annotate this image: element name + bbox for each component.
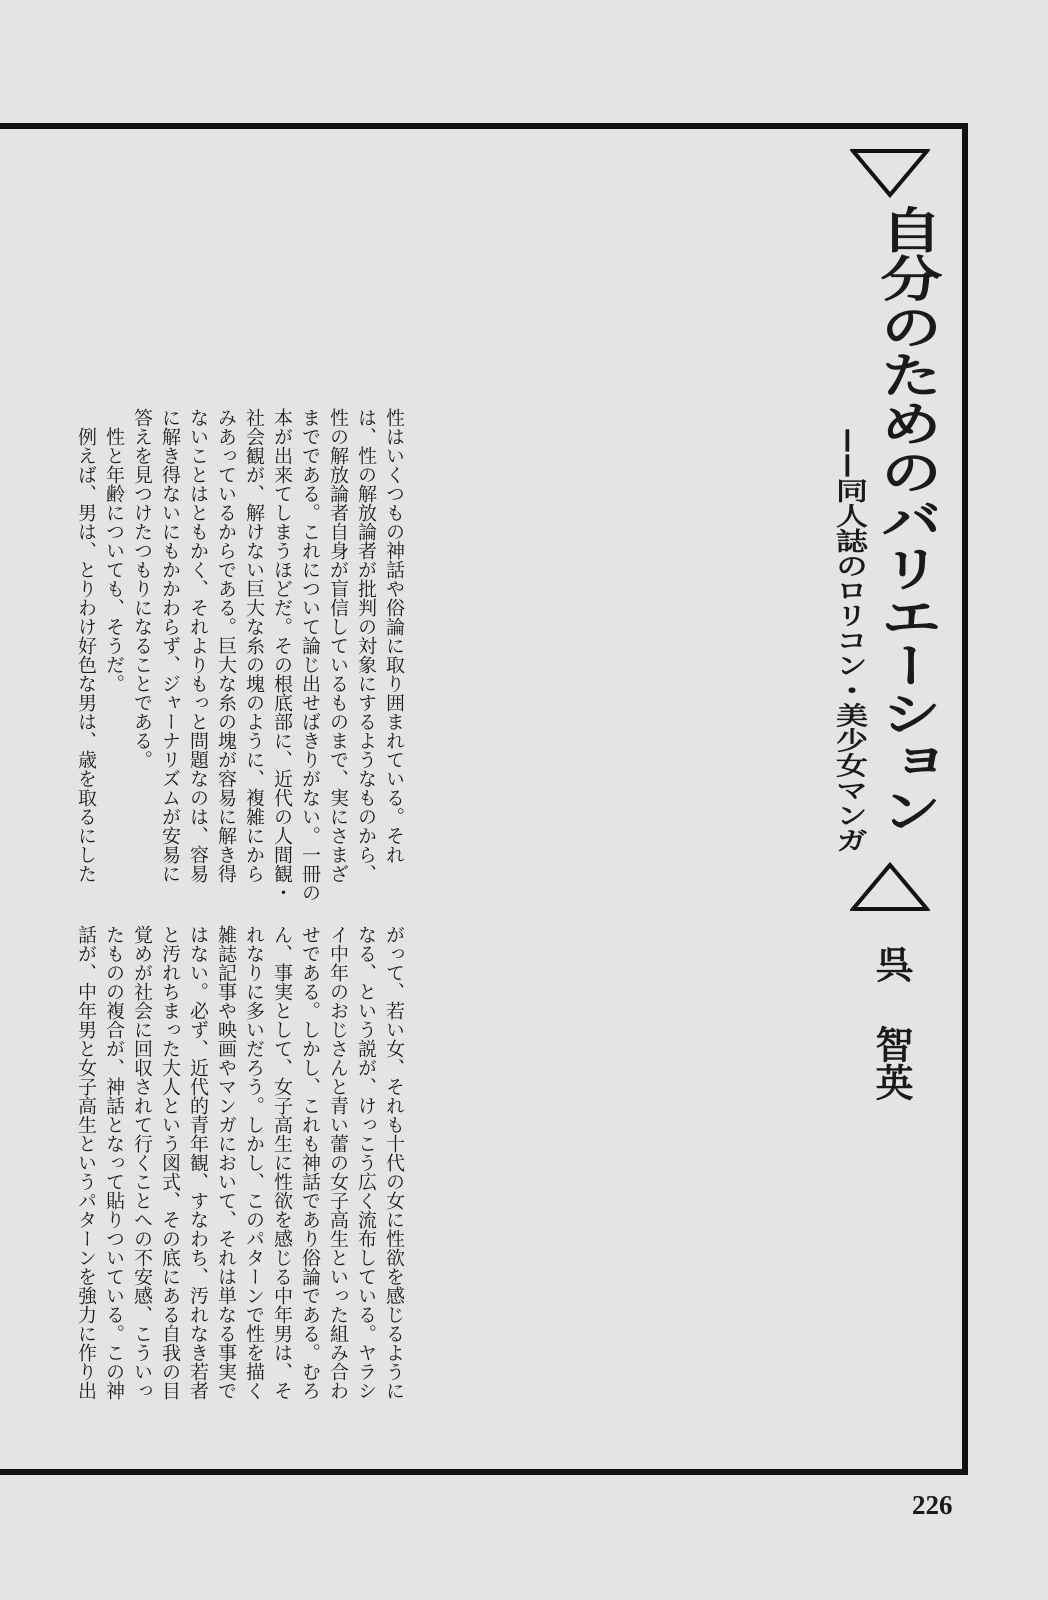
text-column: 覚めが社会に回収されて行くことへの不安感、こういっ [131, 925, 153, 1400]
text-column: 本が出来てしまうほどだ。その根底部に、近代の人間観・ [271, 408, 293, 902]
text-column: れなりに多いだろう。しかし、このパターンで性を描く [243, 925, 265, 1400]
text-column: ないことはともかく、それよりもっと問題なのは、容易 [187, 408, 209, 883]
author-name [869, 945, 914, 1101]
text-column: 話が、中年男と女子高生というパターンを強力に作り出 [75, 925, 97, 1400]
article-subtitle: ——同人誌のロリコン・美少女マンガ [831, 428, 869, 853]
frame-bottom-rule [0, 1469, 968, 1475]
text-column: はない。必ず、近代的青年観、すなわち、汚れなき若者 [187, 925, 209, 1400]
text-column: 例えば、男は、とりわけ好色な男は、歳を取るにした [75, 408, 97, 883]
text-column: 性と年齢についても、そうだ。 [103, 408, 125, 693]
down-triangle-icon [850, 148, 930, 198]
page-number: 226 [912, 1490, 953, 1520]
text-column: せである。しかし、これも神話であり俗論である。むろ [299, 925, 321, 1400]
text-column: までである。これについて論じ出せばきりがない。一冊の [299, 408, 321, 902]
text-column: 性の解放論者自身が盲信しているものまで、実にさまざ [327, 408, 349, 883]
text-column: 性はいくつもの神話や俗論に取り囲まれている。それ [383, 408, 405, 864]
text-column: イ中年のおじさんと青い蕾の女子高生といった組み合わ [327, 925, 349, 1400]
article-title: 自分のためのバリエーション [870, 205, 943, 834]
text-column: がって、若い女、それも十代の女に性欲を感じるように [383, 925, 405, 1400]
frame-top-rule [0, 123, 968, 129]
body-text-upper [72, 408, 408, 908]
up-triangle-icon [850, 862, 930, 912]
author-given-name: 智英 [869, 1025, 914, 1101]
text-column: 答えを見つけたつもりになることである。 [131, 408, 153, 769]
body-text-lower [72, 925, 408, 1425]
text-column: 雑誌記事や映画やマンガにおいて、それは単なる事実で [215, 925, 237, 1400]
text-column: に解き得ないにもかかわらず、ジャーナリズムが安易に [159, 408, 181, 883]
text-column: ん、事実として、女子高生に性欲を感じる中年男は、そ [271, 925, 293, 1400]
text-column: と汚れちまった大人という図式、その底にある自我の目 [159, 925, 181, 1400]
text-column: 社会観が、解けない巨大な糸の塊のように、複雑にから [243, 408, 265, 883]
frame-right-rule [962, 123, 968, 1475]
text-column: なる、という説が、けっこう広く流布している。ヤラシ [355, 925, 377, 1400]
author-family-name: 呉 [869, 945, 914, 983]
text-column: は、性の解放論者が批判の対象にするようなものから、 [355, 408, 377, 883]
text-column: たものの複合が、神話となって貼りついている。この神 [103, 925, 125, 1400]
text-column: みあっているからである。巨大な糸の塊が容易に解き得 [215, 408, 237, 883]
